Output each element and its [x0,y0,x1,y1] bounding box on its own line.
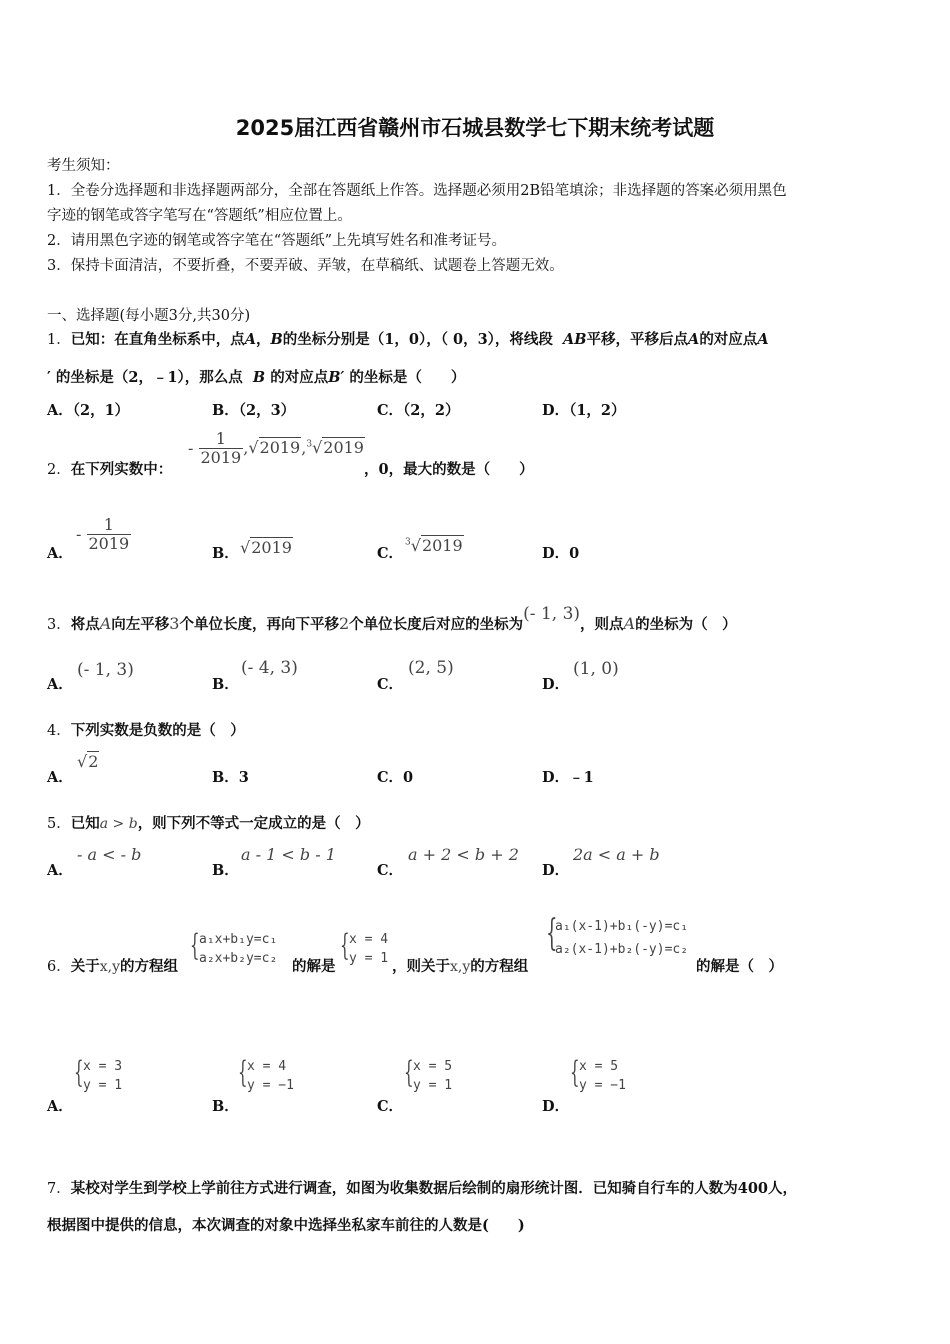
q5-option-a-label[interactable]: A． [47,862,73,879]
q3-option-a-value: (- 1, 3) [77,660,134,680]
q6-sys2-l2: a₂(x-1)+b₂(-y)=c₂ [555,941,689,957]
q5-option-d-value: 2a < a + b [573,845,660,864]
q2-opt-b-val: 2019 [251,538,292,557]
q3-coord: (- 1, 3) [523,604,581,624]
q2-cbrt-val: 2019 [323,438,364,458]
q6-option-d-label[interactable]: D． [542,1098,570,1115]
q3-option-c-label[interactable]: C． [377,676,404,693]
q6-sol-l2: y = 1 [349,950,389,966]
q4-option-c[interactable]: C．0 [377,769,414,786]
q2-cbrt-index: 3 [306,440,313,451]
q4-option-a-label[interactable]: A． [47,769,73,786]
q4-option-a-value [77,752,99,771]
q5-option-d-label[interactable]: D． [542,862,570,879]
q1-point-b2: B [252,369,266,386]
section-heading: 一、选择题(每小题3分,共30分) [47,308,251,324]
q1-option-c[interactable]: C．（2，2） [377,402,460,419]
q2-opt-c-val: 2019 [421,536,463,555]
q2-number-list [188,430,365,468]
q3-n2: 2 [338,614,350,633]
q6-t6: 的解是（ ） [696,958,783,975]
q2-option-b-label[interactable]: B． [212,545,239,562]
q6-t5: 的方程组 [470,958,529,975]
question-3-number: 3． [47,617,71,633]
q3-t1: 将点 [70,616,100,633]
q2-opt-a-fraction [87,516,132,554]
q3-point-a: A [99,614,112,633]
q2-text-a: 在下列实数中： [70,461,173,478]
question-1-line-1 [47,328,769,349]
q1-comma: ， [256,331,271,348]
q1-point-a: A [244,331,256,348]
q5-option-c-value: a + 2 < b + 2 [408,845,519,864]
q1-point-b3: B′ [328,369,345,386]
q3-option-c-value: (2, 5) [408,658,454,678]
q6-brace-3: { [546,913,558,954]
q6-lead [47,955,178,976]
q6-opt-b-brace: { [238,1055,248,1090]
q2-frac-den: 2019 [200,448,242,468]
q2-option-b-value [240,538,293,557]
q6-opt-d-l1: x = 5 [579,1059,619,1074]
q6-brace-2: { [340,928,350,963]
notice-line-2: 2．请用黑色字迹的钢笔或答字笔在“答题纸”上先填写姓名和准考证号。 [47,233,507,249]
question-6-number: 6． [47,959,71,975]
question-7-number: 7． [47,1181,71,1197]
q7-line-1: 某校对学生到学校上学前往方式进行调查，如图为收集数据后绘制的扇形统计图．已知骑自行车的人数为400人， [70,1180,797,1197]
q3-option-b-label[interactable]: B． [212,676,239,693]
q2-opt-a-den: 2019 [88,534,130,554]
q6-t2: 的方程组 [120,958,178,975]
q6-t1: 关于 [70,958,100,975]
q6-opt-b-l1: x = 4 [247,1059,287,1074]
q3-t2: 向左平移 [111,616,170,633]
q6-brace-1: { [190,928,200,963]
q1-text-a: 已知：在直角坐标系中，点 [70,331,245,348]
question-5-line [47,812,370,833]
notice-heading: 考生须知： [47,158,120,174]
q5-option-b-value: a - 1 < b - 1 [241,845,336,864]
q2-minus-sign: - [188,438,194,458]
q3-t4: 个单位长度后对应的坐标为 [349,616,524,633]
q6-opt-a-brace: { [74,1055,84,1090]
q6-xy: x,y [99,959,120,975]
q3-n3: 3 [169,614,180,633]
q6-t3: 的解是 [292,958,336,975]
q4-option-b[interactable]: B．3 [212,769,249,786]
q3-t5: ，则点 [580,616,624,633]
question-2-line [47,458,172,479]
q6-option-b-label[interactable]: B． [212,1098,239,1115]
q2-sqrt-val: 2019 [259,438,301,458]
q2-option-c-value [405,536,464,555]
question-4-number: 4． [47,723,71,739]
q2-opt-b-sqrt: √2019 [240,538,292,557]
q1-text-b: 的坐标分别是（1，0），（ 0，3），将线段 [282,331,553,348]
q1-option-b[interactable]: B．（2，3） [212,402,296,419]
q1-segment-ab: AB [563,331,587,348]
q5-t1: 已知 [70,815,100,832]
q2-frac-num: 1 [215,429,226,448]
question-2-number: 2． [47,462,71,478]
q3-t6: 的坐标为（ ） [635,616,737,633]
q6-option-c-system [404,1055,453,1096]
q3-option-d-label[interactable]: D． [542,676,570,693]
q6-sys1-l2: a₂x+b₂y=c₂ [199,950,278,966]
q1-point-b: B [270,331,283,348]
q5-option-b-label[interactable]: B． [212,862,239,879]
q6-option-a-system [74,1055,123,1096]
q4-text: 下列实数是负数的是（ ） [70,722,245,739]
question-7-line-1 [47,1177,797,1198]
question-1-number: 1． [47,332,71,348]
q4-opt-a-sqrt: √2 [77,752,99,771]
q6-opt-d-l2: y = −1 [579,1077,626,1093]
q1-line2-a: ′ 的坐标是（2，﹣1），那么点 [47,369,243,386]
q1-point-a2: A [688,331,700,348]
q6-t4: ，则关于 [392,958,450,975]
page-title: 2025届江西省赣州市石城县数学七下期末统考试题 [235,116,715,140]
q3-point-a2: A [623,614,636,633]
question-1-line-2 [47,366,465,387]
q6-sol-l1: x = 4 [349,932,389,947]
q2-opt-a-num: 1 [103,515,114,534]
q1-line2-c: 的坐标是（ ） [349,369,466,386]
q6-opt-c-l2: y = 1 [413,1077,453,1093]
q3-t3: 个单位长度，再向下平移 [179,616,339,633]
q5-t2: ，则下列不等式一定成立的是（ ） [137,815,370,832]
q2-opt-c-index: 3 [405,537,411,548]
q6-xy2: x,y [450,959,471,975]
question-5-number: 5． [47,816,71,832]
q6-opt-a-l1: x = 3 [83,1059,123,1074]
q6-sys2-l1: a₁(x-1)+b₁(-y)=c₁ [555,919,689,934]
q6-solution [340,928,389,969]
q1-point-a3: A [757,331,769,348]
notice-line-3: 3．保持卡面清洁，不要折叠，不要弄破、弄皱，在草稿纸、试题卷上答题无效。 [47,258,564,274]
q6-opt-c-brace: { [404,1055,414,1090]
q2-sep-1: , [243,438,249,458]
notice-line-1: 1．全卷分选择题和非选择题两部分，全部在答题纸上作答。选择题必须用2B铅笔填涂；非选择题的答案必须用黑色 [47,183,787,199]
q4-opt-a-val: 2 [88,752,99,771]
question-7-line-2: 根据图中提供的信息，本次调查的对象中选择坐私家车前往的人数是( ) [47,1217,525,1234]
q5-option-a-value: - a < - b [77,845,142,864]
q1-option-a[interactable]: A．（2，1） [47,402,130,419]
q2-sep-2: , [301,438,307,458]
q6-opt-a-l2: y = 1 [83,1077,123,1093]
question-3-line [47,604,737,634]
q6-system-1 [190,928,278,969]
q2-option-d[interactable]: D．0 [542,545,580,562]
q1-text-c: 平移，平移后点 [586,331,689,348]
q4-option-d[interactable]: D．﹣1 [542,769,594,786]
q6-sys1-l1: a₁x+b₁y=c₁ [199,932,278,947]
q3-option-d-value: (1, 0) [573,659,619,679]
q1-line2-b: 的对应点 [270,369,329,386]
q6-option-b-system [238,1055,294,1096]
q1-option-d[interactable]: D．（1，2） [542,402,626,419]
q6-mid [392,955,528,976]
q3-option-b-value: (- 4, 3) [241,658,298,678]
q6-opt-b-l2: y = −1 [247,1077,294,1093]
q2-option-a-value [76,516,131,554]
notice-line-1b: 字迹的钢笔或答字笔写在“答题纸”相应位置上。 [47,208,352,224]
q2-fraction [199,430,244,468]
q5-condition: a > b [99,816,138,832]
q6-opt-d-brace: { [570,1055,580,1090]
q5-option-c-label[interactable]: C． [377,862,404,879]
q2-opt-a-minus: - [76,524,82,544]
q2-opt-c-cbrt: $^3$√2019 [405,536,463,555]
q2-cbrt: $^3$√2019 [306,438,364,458]
q3-option-a-label[interactable]: A． [47,676,73,693]
q6-option-a-label[interactable]: A． [47,1098,73,1115]
q1-text-d: 的对应点 [699,331,758,348]
q6-option-c-label[interactable]: C． [377,1098,404,1115]
q2-text-b: ，0，最大的数是（ ） [364,461,534,478]
q6-option-d-system [570,1055,626,1096]
q6-opt-c-l1: x = 5 [413,1059,453,1074]
q2-option-a-label[interactable]: A． [47,545,73,562]
q2-option-c-label[interactable]: C． [377,545,404,562]
q2-sqrt: √2019 [248,438,301,458]
q6-system-2 [546,913,689,962]
question-4-line [47,719,245,740]
